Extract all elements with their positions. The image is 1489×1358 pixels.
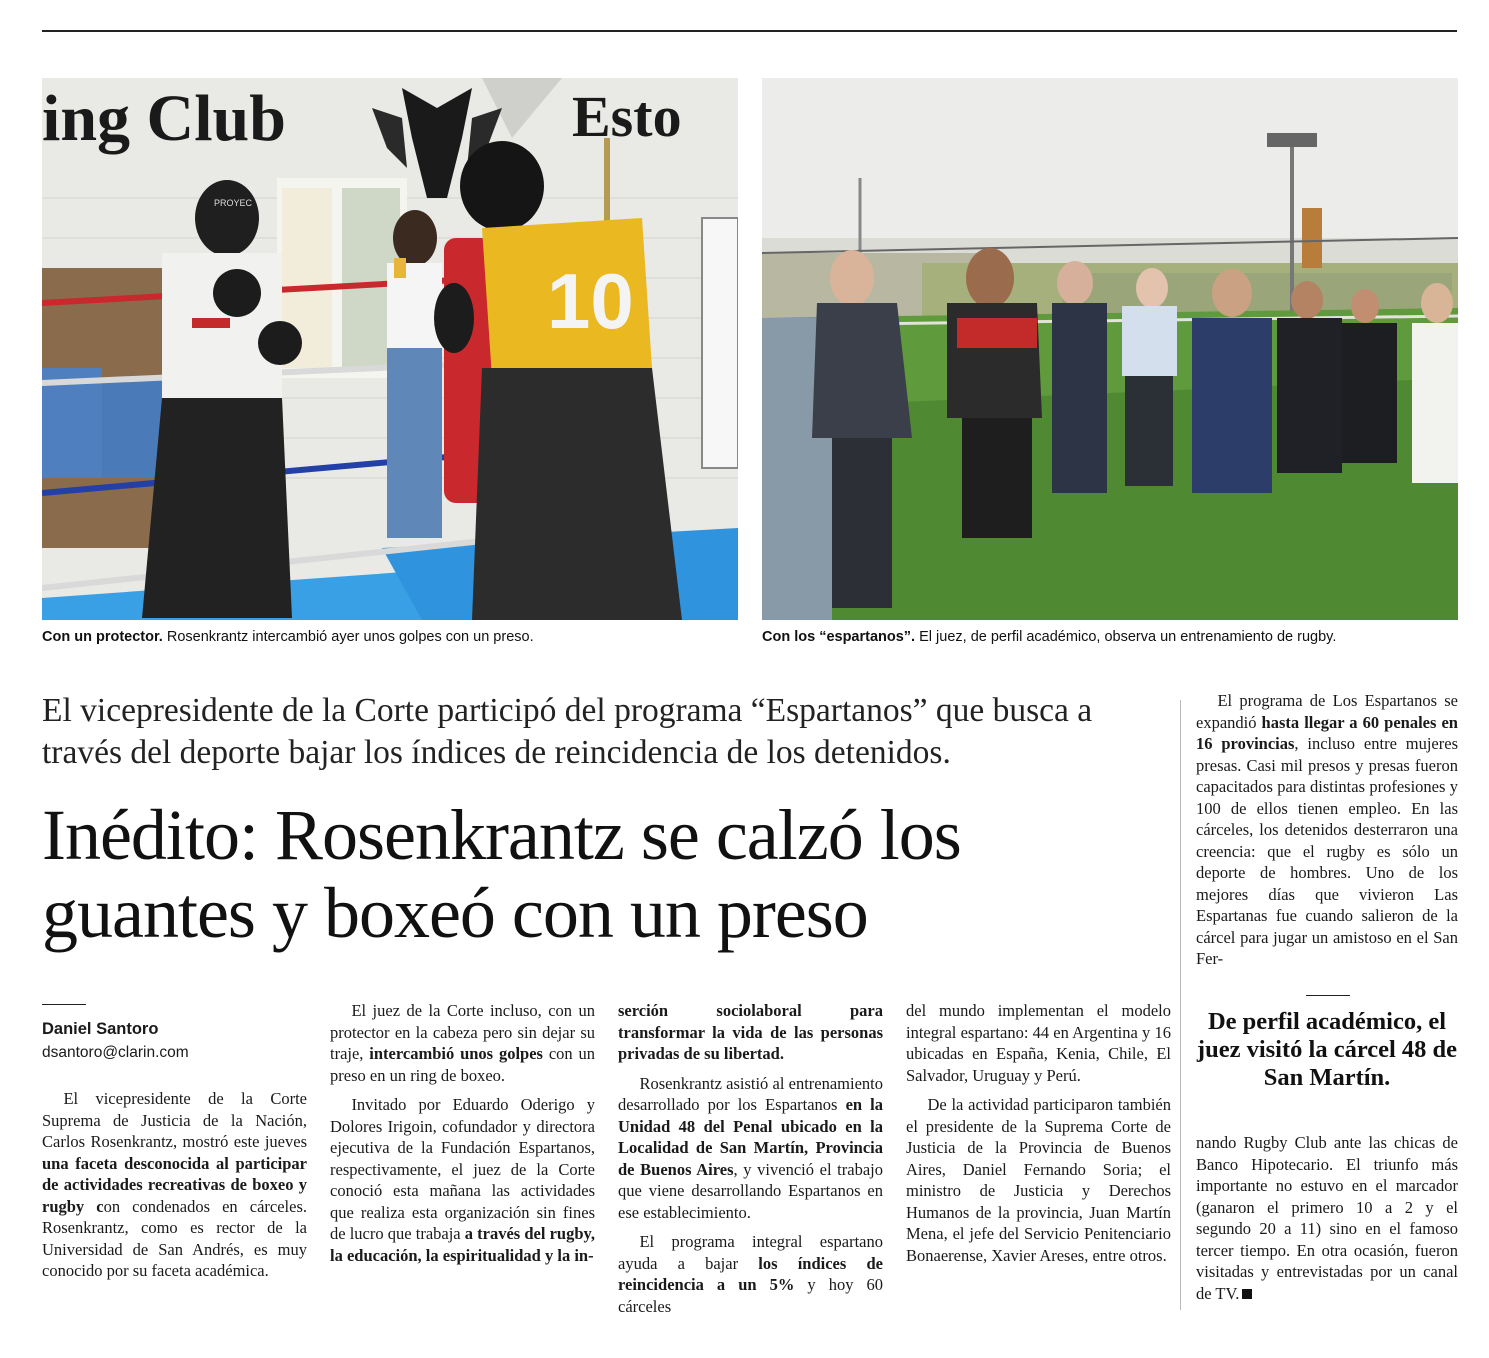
pullquote: De perfil académico, el juez visitó la cárcel 48 de San Martín. <box>1196 1008 1458 1091</box>
col3-p2-text-end: , y vivenció el trabajo que viene desarrollando Espartanos en ese establecimiento. <box>618 1159 883 1222</box>
col3-p1-bold: serción sociolaboral para transformar la vida de las personas privadas de su libertad. <box>618 1001 883 1063</box>
headline: Inédito: Rosenkrantz se calzó los guantes y boxeó con un preso <box>42 795 961 953</box>
wall-text: ing Club <box>42 82 286 155</box>
byline-name: Daniel Santoro <box>42 1020 159 1038</box>
col5-p1-text-end: , incluso entre mujeres presas. Casi mil presos y presas fueron capacitados para distintas profesiones y 100 de ellos tienen empleo. En las cárceles, los detenidos desterraron una creencia: que el rugby es sólo un deporte de hombres. Uno de los mejores días que vivieron Las Espartanas fue cuando salieron de la cárcel para jugar un amistoso en el San Fer- <box>1196 734 1458 968</box>
end-of-article-icon <box>1242 1289 1252 1299</box>
column-5-top <box>1196 690 1458 970</box>
column-5-bottom <box>1196 1132 1458 1304</box>
col2-p2-bold: a través del rugby, la educación, la espiritualidad y la in- <box>330 1224 595 1265</box>
col2-paragraph-1 <box>330 1000 595 1086</box>
col5-p2-text: nando Rugby Club ante las chicas de Banco Hipotecario. El triunfo más importante no estuvo en el marcador (ganaron el primero 10 a 2 y el segundo 20 a 11) sino en el famoso tercer tiempo. En otra ocasión, fueron visitadas y entrevistadas por un canal de TV. <box>1196 1133 1458 1303</box>
col3-p3-text: El programa integral espartano ayuda a bajar <box>618 1232 883 1273</box>
col4-paragraph-2: De la actividad participaron también el presidente de la Suprema Corte de Justicia de la Provincia de Buenos Aires, Daniel Fernando Soria; el ministro de Justicia y Derechos Humanos de la provincia, Juan Martín Mena, el jefe del Servicio Penitenciario Bonaerense, Xavier Areses, entre otros. <box>906 1095 1171 1265</box>
caption-left-text: Rosenkrantz intercambió ayer unos golpes con un preso. <box>162 629 534 645</box>
col1-p1-text: El vicepresidente de la Corte Suprema de Justicia de la Nación, Carlos Rosenkrantz, mostró este jueves <box>42 1089 307 1151</box>
wall-text-right: Esto <box>572 84 682 149</box>
col5-p1-text: El programa de Los Espartanos se expandió <box>1196 691 1458 732</box>
byline-email[interactable]: dsantoro@clarin.com <box>42 1044 189 1061</box>
col2-p1-text: El juez de la Corte incluso, con un protector en la cabeza pero sin dejar su traje, <box>330 1001 595 1063</box>
caption-left <box>42 628 534 646</box>
col1-paragraph <box>42 1088 307 1282</box>
col2-paragraph-2 <box>330 1094 595 1266</box>
caption-right <box>762 628 1336 646</box>
col2-p1-text-end: con un preso en un ring de boxeo. <box>330 1044 595 1085</box>
boxing-photo <box>42 78 738 620</box>
column-2 <box>330 1000 595 1266</box>
caption-right-lead: Con los “espartanos”. <box>762 629 916 645</box>
caption-right-text: El juez, de perfil académico, observa un entrenamiento de rugby. <box>915 629 1337 645</box>
col3-p3-text-end: y hoy 60 cárceles <box>618 1275 883 1316</box>
pullquote-rule <box>1306 995 1350 996</box>
col1-p1-bold: una faceta desconocida al participar de actividades recreativas de boxeo y rugby c <box>42 1153 307 1216</box>
col3-paragraph-3 <box>618 1231 883 1317</box>
glove-brand: PROYEC <box>214 198 253 208</box>
top-rule <box>42 30 1457 32</box>
caption-left-lead: Con un protector. <box>42 629 163 645</box>
col3-p2-bold: en la Unidad 48 del Penal ubicado en la Localidad de San Martín, Provincia de Buenos Aires <box>618 1095 883 1179</box>
column-3 <box>618 1000 883 1317</box>
col5-p1-bold: hasta llegar a 60 penales en 16 provincias <box>1196 712 1458 753</box>
col2-p2-text: Invitado por Eduardo Oderigo y Dolores Irigoin, cofundador y directora ejecutiva de la Fundación Espartanos, respectivamente, el juez de la Corte conoció esta mañana las actividades que realiza esta organización sin fines de lucro que trabaja <box>330 1095 595 1243</box>
col3-p3-bold: los índices de reincidencia a un 5% <box>618 1253 883 1294</box>
kicker: El vicepresidente de la Corte participó del programa “Espartanos” que busca a través del deporte bajar los índices de reincidencia de los detenidos. <box>42 692 1093 771</box>
byline-rule <box>42 1004 86 1005</box>
sidebar-separator <box>1180 700 1181 1310</box>
col3-paragraph-1 <box>618 1000 883 1065</box>
col3-paragraph-2 <box>618 1073 883 1224</box>
col3-p2-text: Rosenkrantz asistió al entrenamiento desarrollado por los Espartanos <box>618 1073 883 1114</box>
column-4 <box>906 1000 1171 1266</box>
column-1 <box>42 1088 307 1282</box>
col1-p1-text-end: on condenados en cárceles. Rosenkrantz, como es rector de la Universidad de San Andrés, es muy conocido por su faceta académica. <box>42 1196 307 1280</box>
rugby-field-photo <box>762 78 1458 620</box>
col2-p1-bold: intercambió unos golpes <box>369 1044 543 1063</box>
col5-paragraph-2 <box>1196 1132 1458 1304</box>
col4-paragraph-1: del mundo implementan el modelo integral espartano: 44 en Argentina y 16 ubicadas en España, Kenia, Chile, El Salvador, Uruguay y Perú. <box>906 1001 1171 1085</box>
shirt-number: 10 <box>547 257 634 345</box>
col5-paragraph-1 <box>1196 690 1458 970</box>
